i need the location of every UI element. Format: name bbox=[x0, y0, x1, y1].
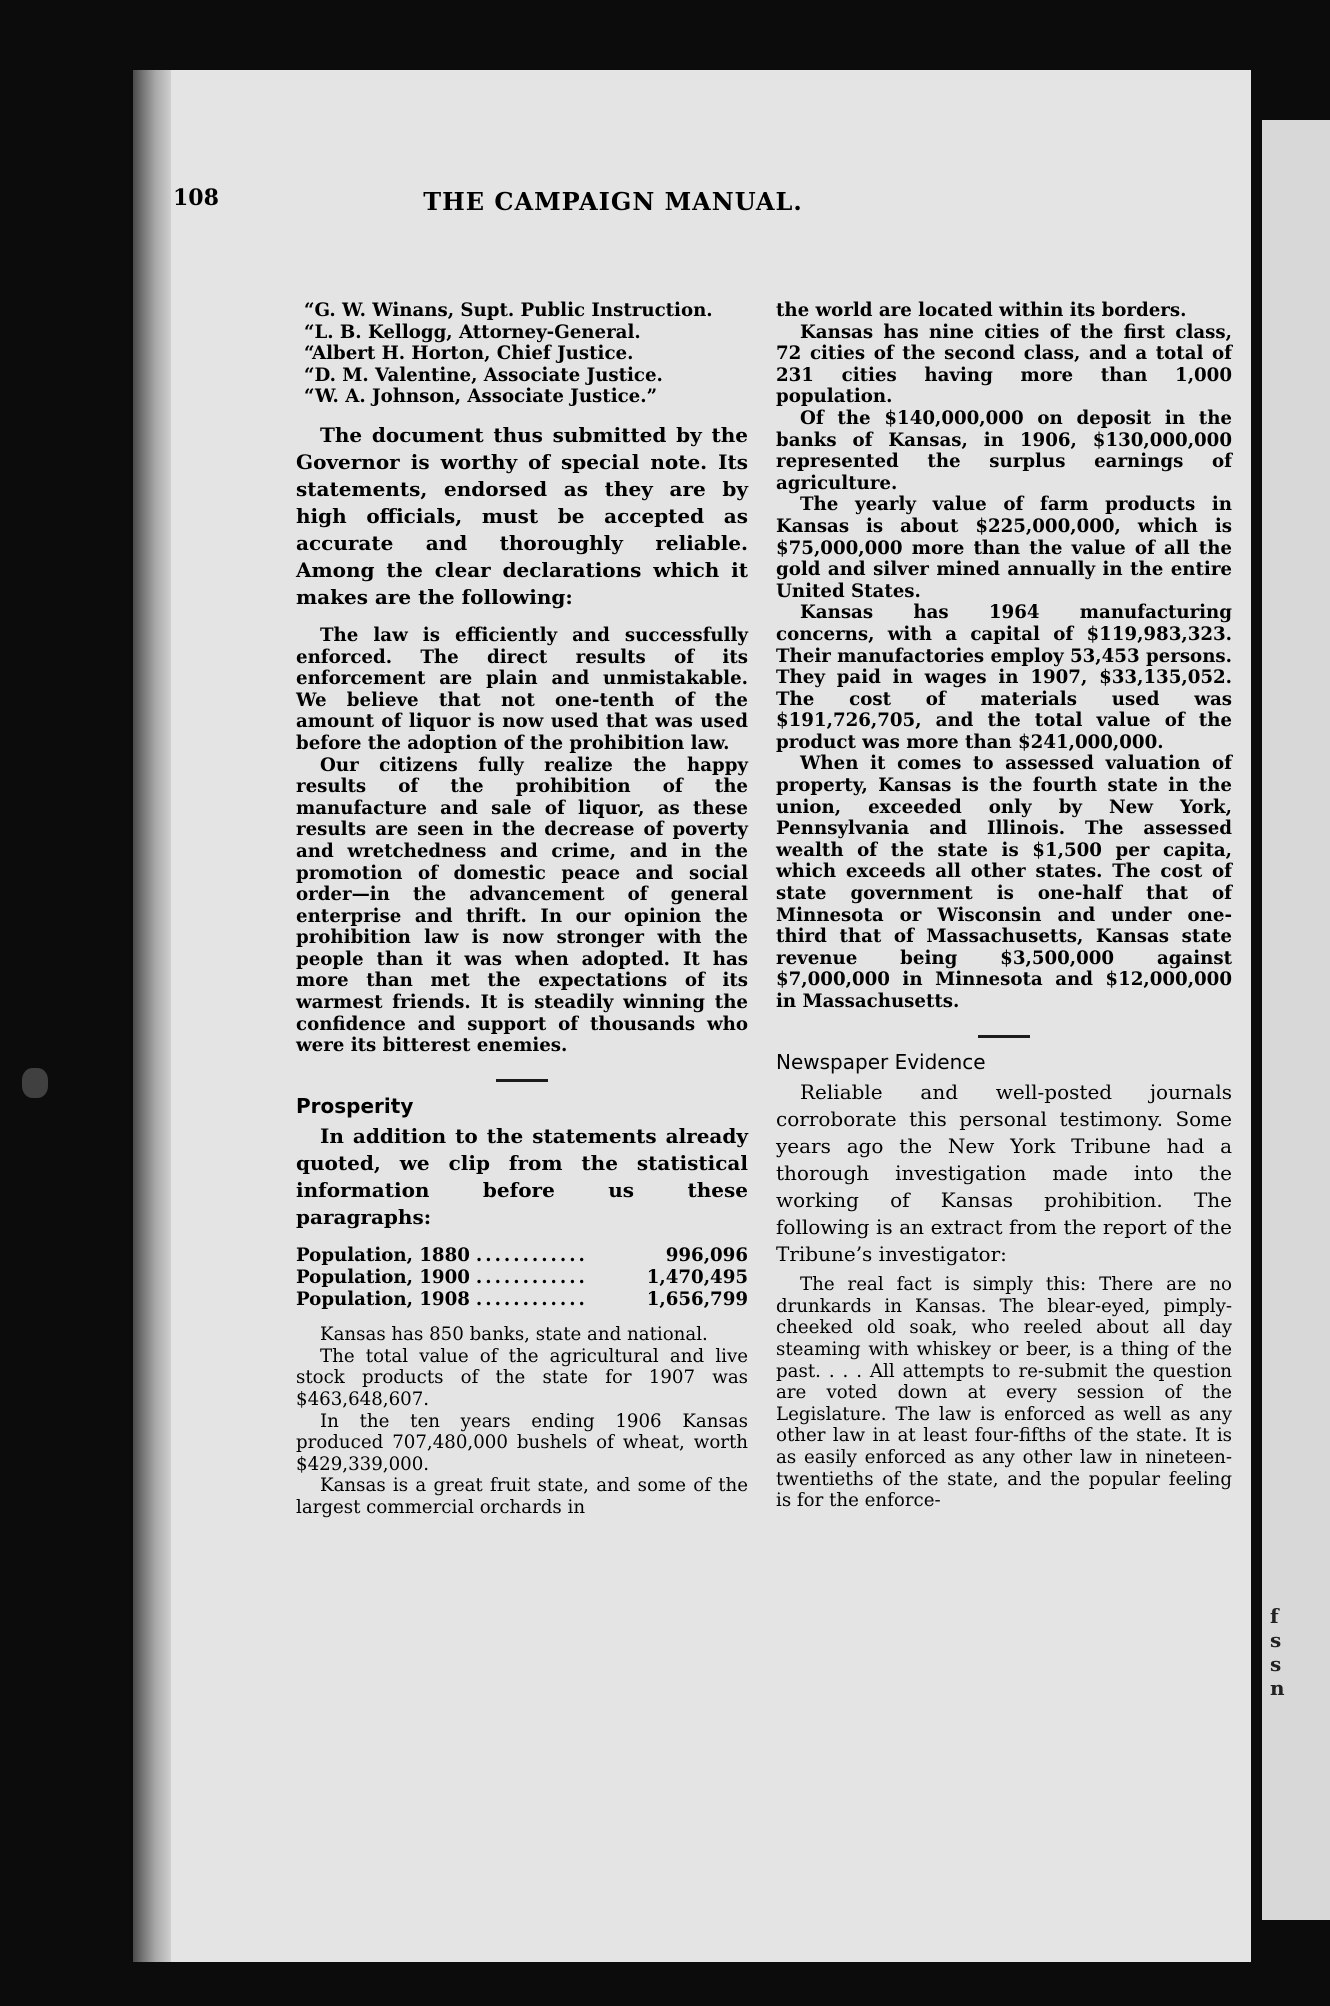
body-paragraph: the world are located within its borders. bbox=[776, 300, 1187, 321]
body-paragraph: Kansas is a great fruit state, and some of the largest commercial orchards in bbox=[296, 1475, 748, 1518]
section-heading-newspaper-evidence: Newspaper Evidence bbox=[776, 1049, 986, 1074]
body-paragraph: The total value of the agricultural and live stock products of the state for 1907 was $463,648,607. bbox=[296, 1345, 748, 1410]
left-column bbox=[296, 300, 748, 1519]
page-binding-shadow bbox=[133, 70, 171, 1962]
body-paragraph: Kansas has nine cities of the first class, 72 cities of the second class, and a total of 231 cities having more than 1,000 population. bbox=[776, 321, 1232, 408]
scan-speck bbox=[22, 1068, 48, 1098]
page-number: 108 bbox=[173, 185, 219, 211]
edge-fragment: s bbox=[1270, 1628, 1282, 1652]
quote-paragraph: The law is efficiently and successfully enforced. The direct results of its enforcement are plain and unmistakable. We believe that not one-tenth of the amount of liquor is now used that was used before the adoption of the prohibition law. bbox=[296, 624, 748, 754]
running-head bbox=[173, 185, 1053, 225]
governor-quote bbox=[296, 625, 748, 1057]
population-table bbox=[296, 1245, 748, 1310]
tribune-extract: The real fact is simply this: There are no drunkards in Kansas. The blear-eyed, pimply-cheeked old soak, who reeled about all day steaming with whiskey or beer, is a thing of the past. . . . All attempts to re-submit the question are voted down at every session of the Legislature. The law is enforced as well as any other law in at least four-fifths of the state. It is as easily enforced as any other law in nineteen-twentieths of the state, and the popular feeling is for the enforce- bbox=[776, 1274, 1232, 1512]
signatory: “W. A. Johnson, Associate Justice.” bbox=[304, 386, 658, 408]
body-paragraph: Kansas has 1964 manufacturing concerns, with a capital of $119,983,323. Their manufactories employ 53,453 persons. They paid in wages in 1907, $33,135,052. The cost of materials used was $191,726,705, and the total value of the product was more than $241,000,000. bbox=[776, 602, 1232, 753]
population-row: Population, 1908 ............ 1,656,799 bbox=[296, 1288, 748, 1310]
newspaper-intro: Reliable and well-posted journals corroborate this personal testimony. Some years ago the New York Tribune had a thorough investigation made into the working of Kansas prohibition. The following is an extract from the report of the Tribune’s investigator: bbox=[776, 1080, 1232, 1267]
edge-fragment: n bbox=[1270, 1676, 1285, 1700]
body-paragraph: In the ten years ending 1906 Kansas produced 707,480,000 bushels of wheat, worth $429,339,000. bbox=[296, 1410, 748, 1475]
signatory: “D. M. Valentine, Associate Justice. bbox=[304, 364, 663, 386]
section-heading-prosperity: Prosperity bbox=[296, 1093, 414, 1118]
population-row: Population, 1900 ............ 1,470,495 bbox=[296, 1267, 748, 1289]
signatory: “G. W. Winans, Supt. Public Instruction. bbox=[304, 300, 713, 321]
prosperity-intro: In addition to the statements already quoted, we clip from the statistical information before us these paragraphs: bbox=[296, 1124, 748, 1230]
edge-fragment: s bbox=[1270, 1652, 1282, 1676]
signatory-list bbox=[296, 300, 748, 408]
running-title: THE CAMPAIGN MANUAL. bbox=[423, 187, 803, 216]
right-column bbox=[776, 300, 1232, 1512]
signatory: “Albert H. Horton, Chief Justice. bbox=[304, 343, 634, 365]
population-row: Population, 1880 ............ 996,096 bbox=[296, 1245, 748, 1267]
quote-paragraph: Our citizens fully realize the happy results of the prohibition of the manufacture and sale of liquor, as these results are seen in the decrease of poverty and wretchedness and crime, and in the promotion of domestic peace and social order—in the advancement of general enterprise and thrift. In our opinion the prohibition law is now stronger with the people than it was when adopted. It has more than met the expectations of its warmest friends. It is steadily winning the confidence and support of thousands who were its bitterest enemies. bbox=[296, 754, 748, 1057]
body-paragraph: Of the $140,000,000 on deposit in the banks of Kansas, in 1906, $130,000,000 represented the surplus earnings of agriculture. bbox=[776, 407, 1232, 494]
intro-paragraph: The document thus submitted by the Governor is worthy of special note. Its statements, endorsed as they are by high officials, must be accepted as accurate and thoroughly reliable. Among the clear declarations which it makes are the following: bbox=[296, 422, 748, 609]
signatory: “L. B. Kellogg, Attorney-General. bbox=[304, 321, 641, 343]
edge-fragment: f bbox=[1270, 1604, 1279, 1628]
adjacent-page-edge bbox=[1262, 120, 1330, 1920]
body-paragraph: When it comes to assessed valuation of property, Kansas is the fourth state in the union, exceeded only by New York, Pennsylvania and Illinois. The assessed wealth of the state is $1,500 per capita, which exceeds all other states. The cost of state government is one-half that of Minnesota or Wisconsin and under one-third that of Massachusetts, Kansas state revenue being $3,500,000 against $7,000,000 in Minnesota and $12,000,000 in Massachusetts. bbox=[776, 753, 1232, 1012]
body-paragraph: Kansas has 850 banks, state and national. bbox=[320, 1324, 708, 1346]
body-paragraph: The yearly value of farm products in Kansas is about $225,000,000, which is $75,000,000 more than the value of all the gold and silver mined annually in the entire United States. bbox=[776, 494, 1232, 602]
